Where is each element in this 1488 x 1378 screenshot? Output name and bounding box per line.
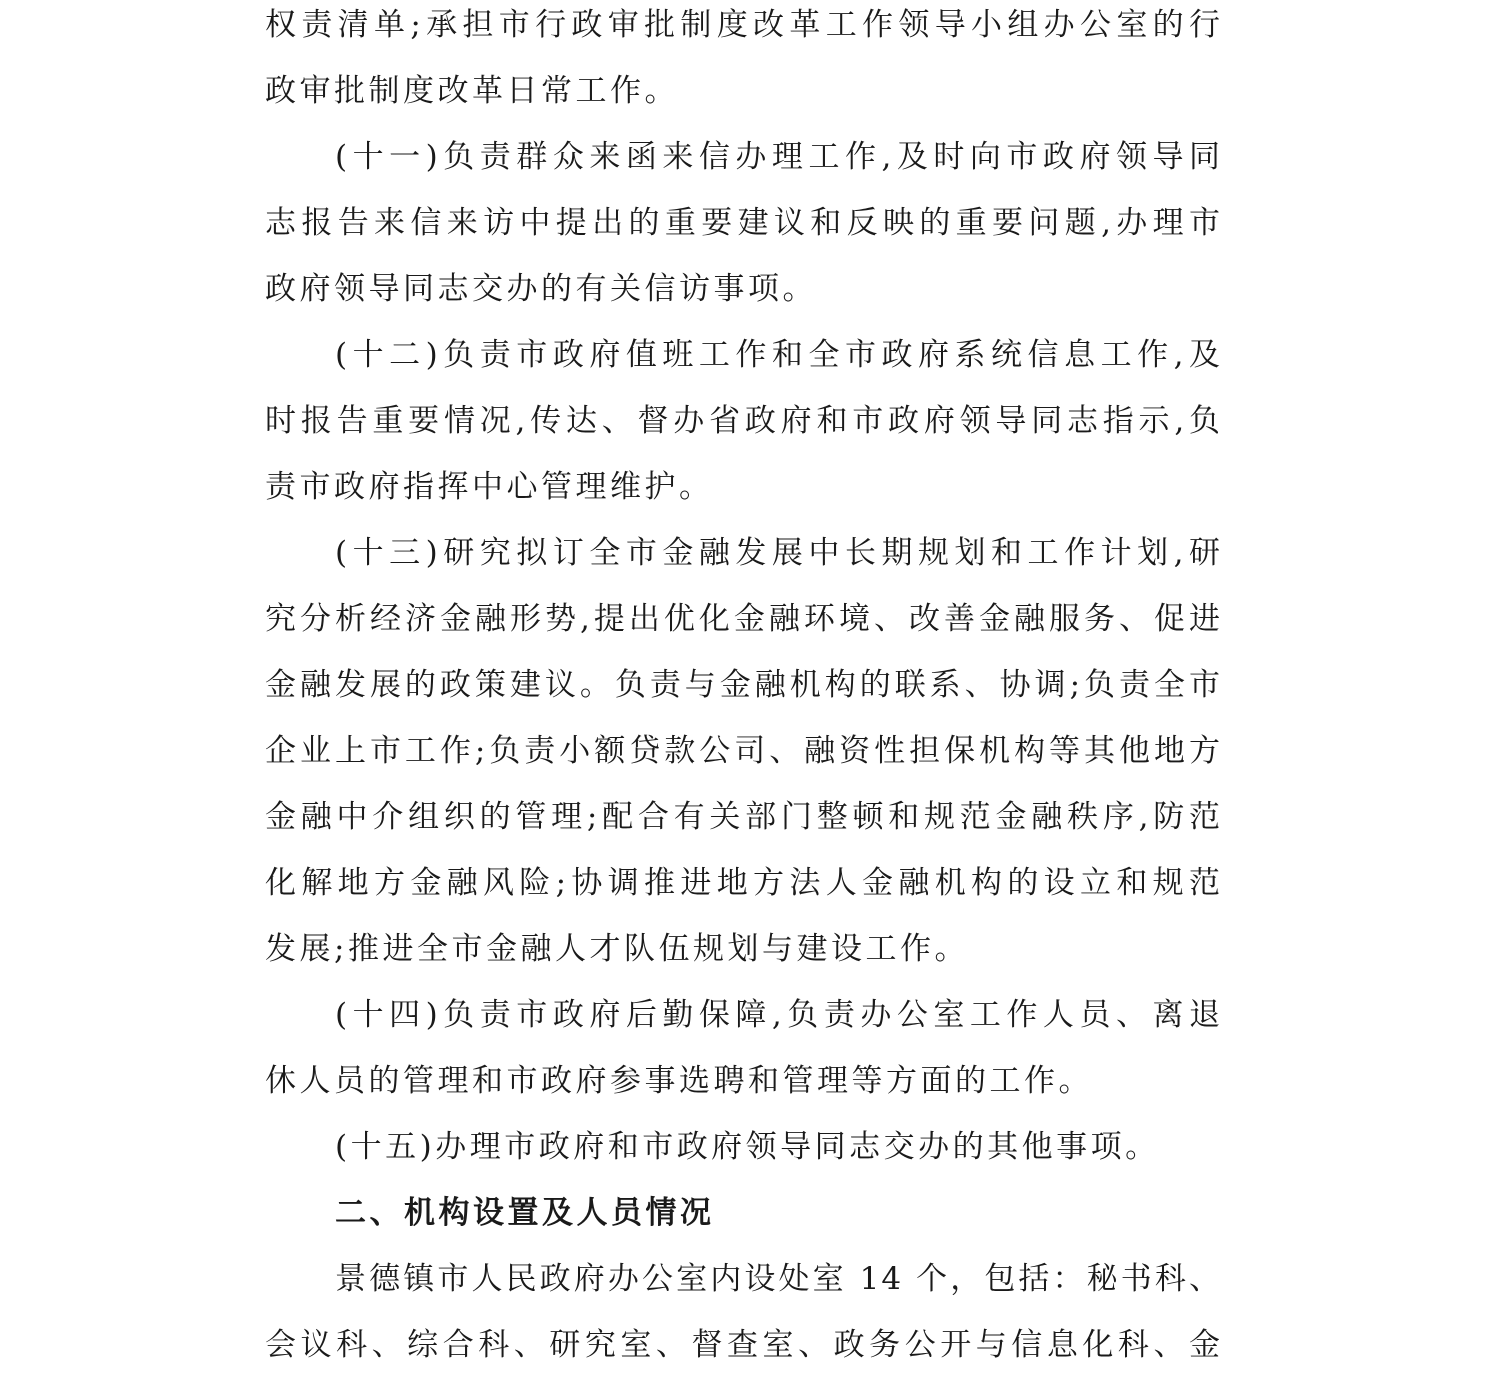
paragraph-line: 发展;推进全市金融人才队伍规划与建设工作。: [265, 931, 969, 967]
paragraph-line: 权责清单;承担市行政审批制度改革工作领导小组办公室的行: [265, 7, 1222, 43]
paragraph-line: 景德镇市人民政府办公室内设处室 14 个，包括：秘书科、: [335, 1261, 1222, 1297]
paragraph-line: 会议科、综合科、研究室、督查室、政务公开与信息化科、金: [265, 1327, 1222, 1363]
paragraph-line: 政审批制度改革日常工作。: [265, 73, 679, 109]
paragraph-line: 化解地方金融风险;协调推进地方法人金融机构的设立和规范: [265, 865, 1222, 901]
paragraph-line: (十五)办理市政府和市政府领导同志交办的其他事项。: [335, 1129, 1160, 1165]
paragraph-line: (十三)研究拟订全市金融发展中长期规划和工作计划,研: [335, 535, 1222, 571]
paragraph-line: 责市政府指挥中心管理维护。: [265, 469, 714, 505]
paragraph-line: 休人员的管理和市政府参事选聘和管理等方面的工作。: [265, 1063, 1093, 1099]
document-page: [265, 0, 1222, 1378]
paragraph-line: 时报告重要情况,传达、督办省政府和市政府领导同志指示,负: [265, 403, 1222, 439]
paragraph-line: (十四)负责市政府后勤保障,负责办公室工作人员、离退: [335, 997, 1222, 1033]
paragraph-line: 政府领导同志交办的有关信访事项。: [265, 271, 817, 307]
paragraph-line: 志报告来信来访中提出的重要建议和反映的重要问题,办理市: [265, 205, 1222, 241]
paragraph-line: (十一)负责群众来函来信办理工作,及时向市政府领导同: [335, 139, 1222, 175]
paragraph-line: 金融中介组织的管理;配合有关部门整顿和规范金融秩序,防范: [265, 799, 1222, 835]
section-heading: 二、机构设置及人员情况: [335, 1195, 715, 1231]
paragraph-line: 企业上市工作;负责小额贷款公司、融资性担保机构等其他地方: [265, 733, 1222, 769]
paragraph-line: (十二)负责市政府值班工作和全市政府系统信息工作,及: [335, 337, 1222, 373]
paragraph-line: 金融发展的政策建议。负责与金融机构的联系、协调;负责全市: [265, 667, 1222, 703]
paragraph-line: 究分析经济金融形势,提出优化金融环境、改善金融服务、促进: [265, 601, 1222, 637]
